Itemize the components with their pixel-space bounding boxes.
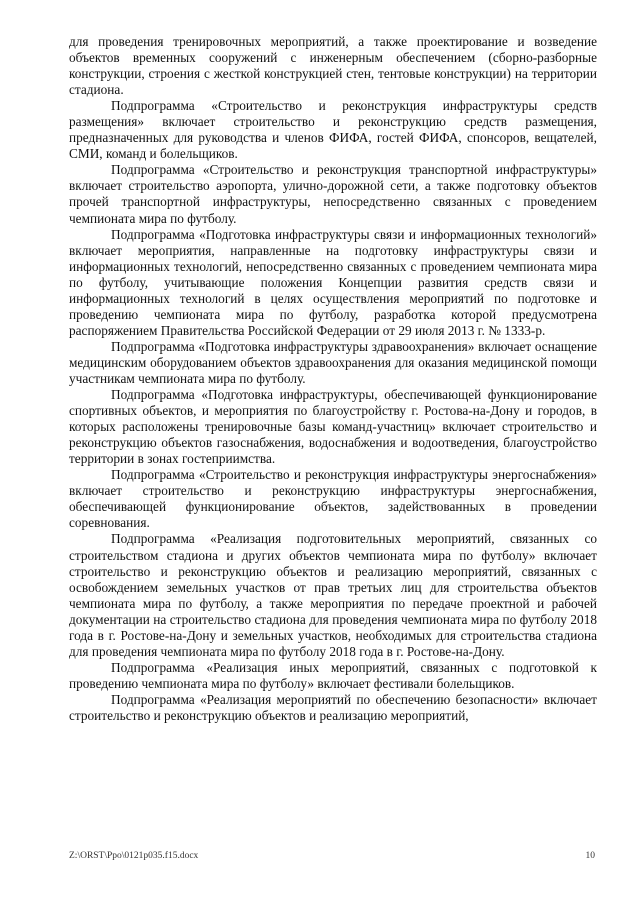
paragraph-transport-subprogram: Подпрограмма «Строительство и реконструкция транспортной инфраструктуры» включает строительство аэропорта, улично-дорожной сети, а также подготовку объектов прочей транспортной инфраструктуры, непосредственно связанных с проведением чемпионата мира по футболу. xyxy=(69,162,597,226)
paragraph-infrastructure-subprogram: Подпрограмма «Подготовка инфраструктуры, обеспечивающей функционирование спортивных объектов, и мероприятия по благоустройству г. Ростова-на-Дону и городов, в которых расположены тренировочные базы команд-участниц» включает строительство и реконструкцию объектов газоснабжения, водоснабжения и водоотведения, благоустройство территории в зонах гостеприимства. xyxy=(69,387,597,467)
paragraph-energy-subprogram: Подпрограмма «Строительство и реконструкция инфраструктуры энергоснабжения» включает строительство и реконструкцию инфраструктуры энергоснабжения, обеспечивающей функционирование объектов, задействованных в проведении соревнования. xyxy=(69,467,597,531)
paragraph-continuation: для проведения тренировочных мероприятий, а также проектирование и возведение объектов временных сооружений с инженерным обеспечением (сборно-разборные конструкции, строения с жесткой конструкцией стен, тентовые конструкции) на территории стадиона. xyxy=(69,34,597,98)
paragraph-healthcare-subprogram: Подпрограмма «Подготовка инфраструктуры здравоохранения» включает оснащение медицинским оборудованием объектов здравоохранения для оказания медицинской помощи участникам чемпионата мира по футболу. xyxy=(69,338,597,386)
paragraph-communications-subprogram: Подпрограмма «Подготовка инфраструктуры связи и информационных технологий» включает мероприятия, направленные на подготовку инфраструктуры связи и информационных технологий, непосредственно связанных с проведением чемпионата мира по футболу, учитывающие положения Концепции развития средств связи и информационных технологий в целях осуществления мероприятий по подготовке и проведению чемпионата мира по футболу, разработка которой предусмотрена распоряжением Правительства Российской Федерации от 29 июля 2013 г. № 1333-р. xyxy=(69,226,597,338)
document-page xyxy=(69,34,597,724)
page-number: 10 xyxy=(585,851,595,861)
file-path: Z:\ORST\Ppo\0121p035.f15.docx xyxy=(69,851,199,861)
paragraph-other-events-subprogram: Подпрограмма «Реализация иных мероприятий, связанных с подготовкой к проведению чемпионата мира по футболу» включает фестивали болельщиков. xyxy=(69,659,597,691)
paragraph-accommodation-subprogram: Подпрограмма «Строительство и реконструкция инфраструктуры средств размещения» включает строительство и реконструкцию средств размещения, предназначенных для руководства и членов ФИФА, гостей ФИФА, спонсоров, вещателей, СМИ, команд и болельщиков. xyxy=(69,98,597,162)
paragraph-security-subprogram: Подпрограмма «Реализация мероприятий по обеспечению безопасности» включает строительство и реконструкцию объектов и реализацию мероприятий, xyxy=(69,691,597,723)
paragraph-preparatory-subprogram: Подпрограмма «Реализация подготовительных мероприятий, связанных со строительством стадиона и других объектов чемпионата мира по футболу» включает строительство и реконструкцию объектов и реализацию мероприятий, связанных с освобождением земельных участков от прав третьих лиц для строительства объектов чемпионата мира по футболу, а также мероприятия по передаче проектной и рабочей документации на строительство стадиона для проведения чемпионата мира по футболу 2018 года в г. Ростове-на-Дону и земельных участков, необходимых для строительства стадиона для проведения чемпионата мира по футболу 2018 года в г. Ростове-на-Дону. xyxy=(69,531,597,659)
